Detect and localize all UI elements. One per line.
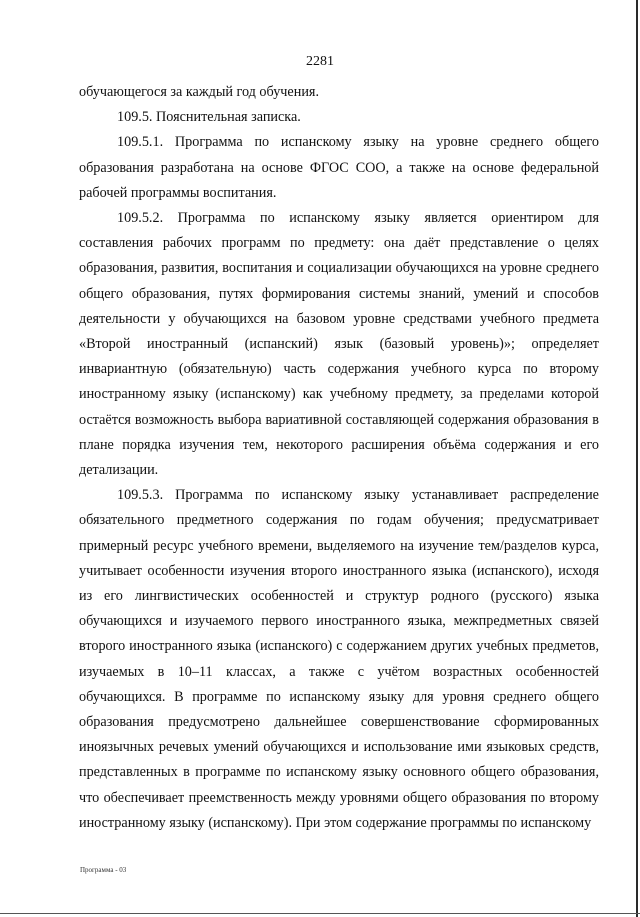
footer-note: Программа - 03 [80, 866, 127, 874]
paragraph-109-5-1: 109.5.1. Программа по испанскому языку на уровне среднего общего образования разработана на основе ФГОС СОО, а также на основе федеральной рабочей программы воспитания. [79, 134, 599, 201]
document-body [79, 80, 599, 836]
paragraph-109-5-3: 109.5.3. Программа по испанскому языку устанавливает распределение обязательного предметного содержания по годам обучения; предусматривает примерный ресурс учебного времени, выделяемого на изучение тем/разделов курса, учитывает особенности изучения второго иностранного языка (испанского), исходя из его лингвистических особенностей и структур родного (русского) языка обучающихся и изучаемого первого иностранного языка, межпредметных связей второго иностранного языка (испанского) с содержанием других учебных предметов, изучаемых в 10–11 классах, а также с учётом возрастных особенностей обучающихся. В программе по испанскому языку для уровня среднего общего образования предусмотрено дальнейшее совершенствование сформированных иноязычных речевых умений обучающихся и использование ими языковых средств, представленных в программе по испанскому языку основного общего образования, что обеспечивает преемственность между уровнями общего образования по второму иностранному языку (испанскому). При этом содержание программы по испанскому [79, 487, 599, 831]
page-edge-bottom [0, 913, 640, 914]
page-edge-right [636, 0, 638, 917]
page-number: 2281 [306, 54, 334, 69]
section-heading-109-5: 109.5. Пояснительная записка. [117, 109, 301, 126]
paragraph-109-5-2: 109.5.2. Программа по испанскому языку является ориентиром для составления рабочих программ по предмету: она даёт представление о целях образования, развития, воспитания и социализации обучающихся на уровне среднего общего образования, путях формирования системы знаний, умений и способов деятельности у обучающихся на базовом уровне средствами учебного предмета «Второй иностранный (испанский) язык (базовый уровень)»; определяет инвариантную (обязательную) часть содержания учебного курса по второму иностранному языку (испанскому) как учебному предмету, за пределами которой остаётся возможность выбора вариативной составляющей содержания образования в плане порядка изучения тем, некоторого расширения объёма содержания и его детализации. [79, 210, 599, 479]
paragraph-continuation: обучающегося за каждый год обучения. [79, 84, 319, 100]
